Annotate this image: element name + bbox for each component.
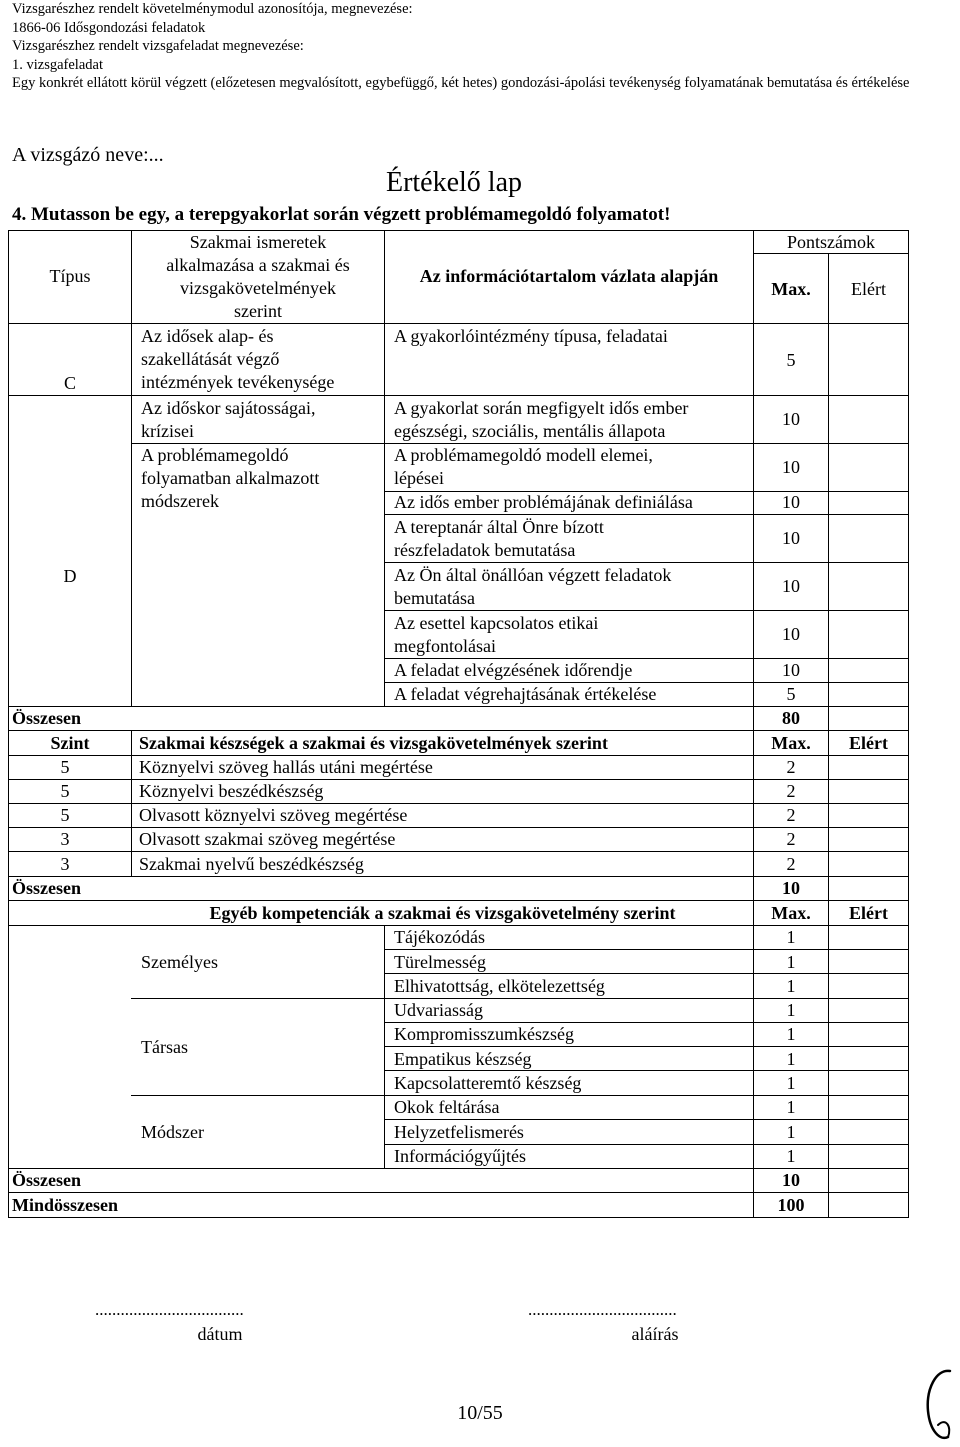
- topic-c-line1: Az idősek alap- és: [141, 326, 274, 346]
- competency-3: Elhivatottság, elkötelezettség: [394, 976, 605, 996]
- col-header-elert-3: Elért: [849, 903, 888, 923]
- competency-max-3: 1: [786, 976, 796, 996]
- info-row-2-line1: A gyakorlat során megfigyelt idős ember: [394, 398, 689, 418]
- info-row-7-line1: Az esettel kapcsolatos etikai: [394, 613, 599, 633]
- topic-d2-line3: módszerek: [141, 491, 219, 511]
- competency-max-1: 1: [786, 927, 796, 947]
- info-row-6-line1: Az Ön által önállóan végzett feladatok: [394, 565, 672, 585]
- col-header-szakmai-l2: alkalmazása a szakmai és: [166, 255, 350, 275]
- total-value-3: 10: [782, 1170, 800, 1190]
- col-topic-divider: [384, 230, 385, 706]
- competency-max-9: 1: [786, 1122, 796, 1142]
- competency-6: Empatikus készség: [394, 1049, 532, 1069]
- group-tarsas: Társas: [141, 1037, 188, 1057]
- skill-label-2: Köznyelvi beszédkészség: [139, 781, 324, 801]
- topic-d2-line1: A problémamegoldó: [141, 445, 289, 465]
- skills-title: Szakmai készségek a szakmai és vizsgakövetelmények szerint: [139, 733, 608, 753]
- competency-8: Okok feltárása: [394, 1097, 500, 1117]
- task-description: Egy konkrét ellátott körül végzett (előzetesen megvalósított, egybefüggő, két hetes) gondozási-ápolási tevékenység folyamatának bemutatása és értékelése: [12, 75, 910, 91]
- col-header-tipus: Típus: [49, 266, 91, 286]
- competency-7: Kapcsolatteremtő készség: [394, 1073, 582, 1093]
- competency-4: Udvariasság: [394, 1000, 483, 1020]
- topic-d1-line1: Az időskor sajátosságai,: [141, 398, 316, 418]
- skill-level-1: 5: [60, 757, 70, 777]
- competency-max-2: 1: [786, 952, 796, 972]
- grand-total-value: 100: [777, 1195, 805, 1215]
- skill-max-1: 2: [786, 757, 796, 777]
- skill-level-2: 5: [60, 781, 70, 801]
- col-elert-divider-1: [828, 253, 829, 706]
- skill-label-4: Olvasott szakmai szöveg megértése: [139, 829, 396, 849]
- col-header-elert: Elért: [851, 279, 886, 299]
- skill-max-2: 2: [786, 781, 796, 801]
- skill-label-3: Olvasott köznyelvi szöveg megértése: [139, 805, 408, 825]
- info-row-7-line2: megfontolásai: [394, 636, 496, 656]
- topic-c-line2: szakellátását végző: [141, 349, 280, 369]
- competency-max-5: 1: [786, 1024, 796, 1044]
- date-label: dátum: [197, 1324, 243, 1344]
- module-name: 1866-06 Idősgondozási feladatok: [12, 19, 206, 36]
- max-row-9: 5: [786, 684, 796, 704]
- competency-max-6: 1: [786, 1049, 796, 1069]
- info-row-3-line2: lépései: [394, 468, 444, 488]
- col-header-szakmai-l4: szerint: [234, 301, 282, 321]
- skill-level-4: 3: [60, 829, 70, 849]
- module-label: Vizsgarészhez rendelt követelménymodul azonosítója, megnevezése:: [12, 1, 413, 17]
- col-header-max-3: Max.: [771, 903, 811, 923]
- topic-d2-line2: folyamatban alkalmazott: [141, 468, 320, 488]
- task-number: 1. vizsgafeladat: [12, 56, 103, 73]
- type-c-label: C: [63, 373, 76, 393]
- date-dots: ...................................: [95, 1300, 244, 1319]
- competency-1: Tájékozódás: [394, 927, 485, 947]
- task-heading: 4. Mutasson be egy, a terepgyakorlat során végzett problémamegoldó folyamatot!: [12, 204, 671, 225]
- total-label-3: Összesen: [12, 1170, 81, 1190]
- examinee-name-field: A vizsgázó neve:...: [12, 144, 164, 166]
- topic-c-line3: intézmények tevékenysége: [141, 372, 335, 392]
- info-row-3-line1: A problémamegoldó modell elemei,: [394, 445, 653, 465]
- document-header: [12, 0, 942, 93]
- skill-level-5: 3: [60, 854, 70, 874]
- skill-max-3: 2: [786, 805, 796, 825]
- type-d-label: D: [63, 566, 77, 586]
- group-szemelyes: Személyes: [141, 952, 218, 972]
- competency-max-4: 1: [786, 1000, 796, 1020]
- skill-max-5: 2: [786, 854, 796, 874]
- info-row-5-line1: A tereptanár által Önre bízott: [394, 517, 604, 537]
- competency-max-7: 1: [786, 1073, 796, 1093]
- info-row-6-line2: bemutatása: [394, 588, 475, 608]
- col-header-info: Az információtartalom vázlata alapján: [419, 266, 719, 286]
- total-label-2: Összesen: [12, 878, 81, 898]
- competency-10: Információgyűjtés: [394, 1146, 526, 1166]
- total-value-1: 80: [782, 708, 800, 728]
- max-row-1: 5: [786, 350, 796, 370]
- info-row-4: Az idős ember problémájának definiálása: [394, 492, 693, 512]
- page-number: 10/55: [457, 1402, 503, 1424]
- max-row-2: 10: [782, 409, 800, 429]
- competency-2: Türelmesség: [394, 952, 486, 972]
- task-name-label: Vizsgarészhez rendelt vizsgafeladat megnevezése:: [12, 38, 304, 54]
- competency-9: Helyzetfelismerés: [394, 1122, 524, 1142]
- info-row-5-line2: részfeladatok bemutatása: [394, 540, 576, 560]
- skill-label-1: Köznyelvi szöveg hallás utáni megértése: [139, 757, 433, 777]
- table-bottom-border: [8, 1217, 909, 1218]
- col-header-max-2: Max.: [771, 733, 811, 753]
- skill-label-5: Szakmai nyelvű beszédkészség: [139, 854, 364, 874]
- topic-d1-line2: krízisei: [141, 421, 194, 441]
- max-row-8: 10: [782, 660, 800, 680]
- col-header-szakmai-l3: vizsgakövetelmények: [180, 278, 336, 298]
- total-label-1: Összesen: [12, 708, 81, 728]
- grand-total-label: Mindösszesen: [12, 1195, 119, 1215]
- competency-max-10: 1: [786, 1146, 796, 1166]
- group-modszer: Módszer: [141, 1122, 204, 1142]
- max-row-6: 10: [782, 576, 800, 596]
- competencies-title: Egyéb kompetenciák a szakmai és vizsgakövetelmény szerint: [209, 903, 676, 923]
- handwritten-mark: [922, 1365, 956, 1445]
- max-row-5: 10: [782, 528, 800, 548]
- info-row-9: A feladat végrehajtásának értékelése: [394, 684, 657, 704]
- col-header-elert-2: Elért: [849, 733, 888, 753]
- info-row-2-line2: egészségi, szociális, mentális állapota: [394, 421, 666, 441]
- total-value-2: 10: [782, 878, 800, 898]
- info-row-1: A gyakorlóintézmény típusa, feladatai: [394, 326, 668, 346]
- col-header-pontszamok: Pontszámok: [787, 232, 875, 252]
- page-title-text: Értékelő lap: [385, 167, 523, 198]
- skill-level-3: 5: [60, 805, 70, 825]
- col-header-szint: Szint: [50, 733, 90, 753]
- col-header-max: Max.: [771, 279, 811, 299]
- competency-max-8: 1: [786, 1097, 796, 1117]
- signature-label: aláírás: [631, 1324, 679, 1344]
- col-elert-divider-2: [828, 706, 829, 1217]
- info-row-8: A feladat elvégzésének időrendje: [394, 660, 633, 680]
- col-header-szakmai-l1: Szakmai ismeretek: [189, 232, 327, 252]
- max-row-7: 10: [782, 624, 800, 644]
- page-title: [0, 167, 960, 199]
- competency-5: Kompromisszumkészség: [394, 1024, 574, 1044]
- max-row-4: 10: [782, 492, 800, 512]
- signature-dots: ...................................: [528, 1300, 677, 1319]
- skill-max-4: 2: [786, 829, 796, 849]
- max-row-3: 10: [782, 457, 800, 477]
